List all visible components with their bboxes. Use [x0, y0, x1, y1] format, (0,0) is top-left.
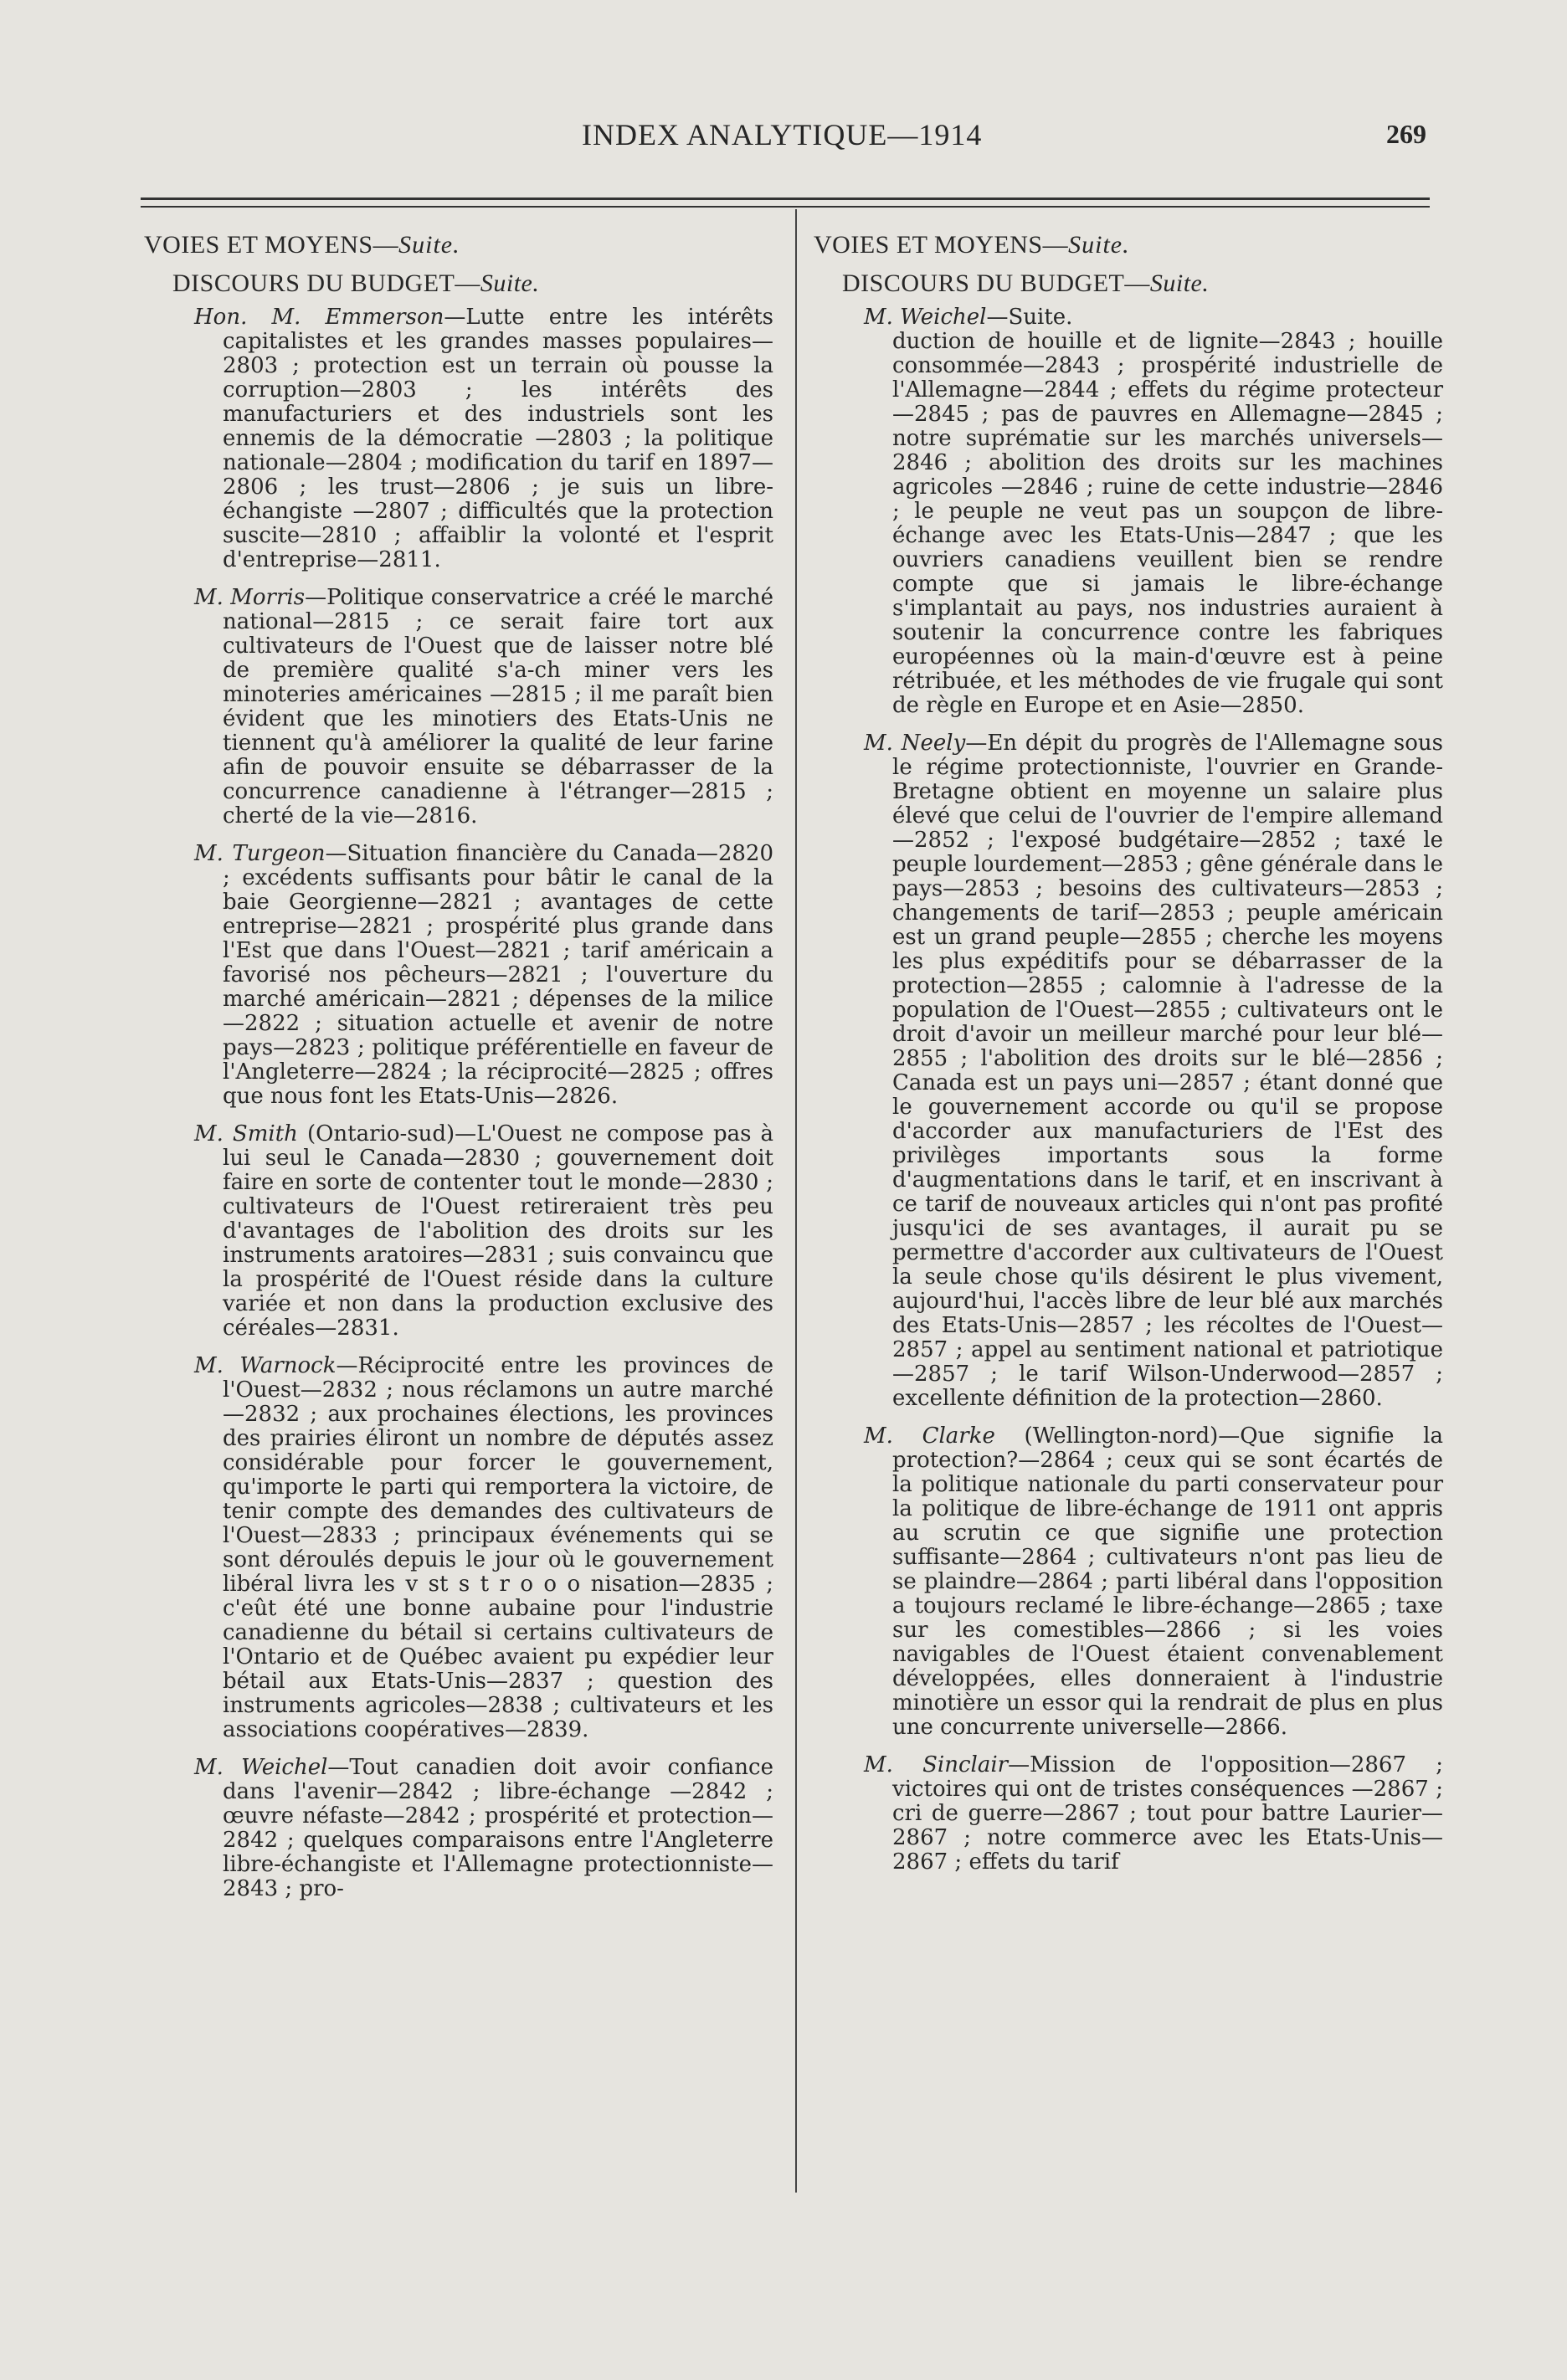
entry-text: (Wellington-nord)—Que signifie la protection?—2864 ; ceux qui se sont écartés de la politique nationale du parti conservateur pour la politique de libre-échange de 1911 ont appris au scrutin ce que signifie une protection suffisante—2864 ; cultivateurs n'ont pas lieu de se plaindre—2864 ; parti libéral dans l'opposition a toujours reclamé le libre-échange—2865 ; taxe sur les comestibles—2866 ; si les voies navigables de l'Ouest étaient convenablement développées, elles donneraient à l'industrie minotière un essor qui la rendrait de plus en plus une concurrente universelle—2866. — [892, 1423, 1443, 1740]
index-entry — [814, 1424, 1443, 1740]
speaker-name: M. Neely — [864, 731, 966, 756]
entry-text: —En dépit du progrès de l'Allemagne sous le régime protectionniste, l'ouvrier en Grande-Bretagne obtient en moyenne un salaire plus élevé que celui de l'ouvrier de l'empire allemand—2852 ; l'exposé budgétaire—2852 ; taxé le peuple lourdement—2853 ; gêne générale dans le pays—2853 ; besoins des cultivateurs—2853 ; changements de tarif—2853 ; peuple américain est un grand peuple—2855 ; cherche les moyens les plus expéditifs pour se débarrasser de la protection—2855 ; calomnie à l'adresse de la population de l'Ouest—2855 ; cultivateurs ont le droit d'avoir un meilleur marché pour leur blé—2855 ; l'abolition des droits sur le blé—2856 ; Canada est un pays uni—2857 ; étant donné que le gouvernement accorde ou qu'il se propose d'accorder aux manufacturiers de l'Est des privilèges importants sous la forme d'augmentations dans le tarif, et en inscrivant à ce tarif de nouveaux articles qui n'ont pas profité jusqu'ici de ses avantages, il aurait pu se permettre d'accorder aux cultivateurs de l'Ouest la seule chose qu'ils désirent le plus vivement, aujourd'hui, l'accès libre de leur blé aux marchés des Etats-Unis—2857 ; les récoltes de l'Ouest—2857 ; appel au sentiment national et patriotique—2857 ; le tarif Wilson-Underwood—2857 ; excellente définition de la protection—2860. — [892, 731, 1444, 1411]
speaker-name: M. Weichel — [194, 1755, 328, 1780]
left-column — [144, 233, 773, 1915]
entry-text: —Tout canadien doit avoir confiance dans l'avenir—2842 ; libre-échange —2842 ; œuvre néfaste—2842 ; prospérité et protection—2842 ; quelques comparaisons entre l'Angleterre libre-échangiste et l'Allemagne protectionniste—2843 ; pro- — [223, 1755, 773, 1901]
index-entry — [144, 586, 773, 828]
header-rule-thin — [141, 206, 1430, 208]
speaker-name: M. Warnock — [194, 1353, 337, 1378]
speaker-name: M. Clarke — [864, 1423, 995, 1449]
section-heading — [144, 233, 773, 257]
index-entry — [144, 842, 773, 1109]
page-number: 269 — [1386, 119, 1426, 149]
speaker-name: M. Sinclair — [864, 1752, 1009, 1777]
index-entry — [144, 1354, 773, 1742]
entry-text: —Réciprocité entre les provinces de l'Ouest—2832 ; nous réclamons un autre marché—2832 ; aux prochaines élections, les provinces des prairies éliront un nombre de députés assez considérable pour forcer le gouvernement, qu'importe le parti qui remportera la victoire, de tenir compte des demandes des cultivateurs de l'Ouest—2833 ; principaux événements qui se sont déroulés depuis le jour où le gouvernement libéral livra les v st s t r o o o nisation—2835 ; c'eût été une bonne aubaine pour l'industrie canadienne du bétail si certains cultivateurs de l'Ontario et de Québec avaient pu expédier leur bétail aux Etats-Unis—2837 ; question des instruments agricoles—2838 ; cultivateurs et les associations coopératives—2839. — [223, 1353, 773, 1742]
section-title: VOIES ET MOYENS— — [144, 231, 399, 259]
page-header — [0, 117, 1567, 159]
index-entry — [814, 1753, 1443, 1875]
speaker-name: M. Morris — [194, 585, 306, 610]
column-divider — [795, 209, 797, 2193]
section-suite: Suite. — [1068, 231, 1130, 259]
entry-text: —Lutte entre les intérêts capitalistes et les grandes masses populaires—2803 ; protection est un terrain où pousse la corruption—2803 ; les intérêts des manufacturiers et des industriels sont les ennemis de la démocratie —2803 ; la politique nationale—2804 ; modification du tarif en 1897—2806 ; les trust—2806 ; je suis un libre-échangiste —2807 ; difficultés que la protection suscite—2810 ; affaiblir la volonté et l'esprit d'entreprise—2811. — [223, 305, 773, 572]
running-title: INDEX ANALYTIQUE—1914 — [582, 118, 983, 151]
index-entry — [814, 731, 1443, 1411]
header-rule — [141, 197, 1430, 200]
subsection-heading — [172, 271, 773, 295]
right-column — [814, 233, 1443, 1888]
entry-text: —Mission de l'opposition—2867 ; victoires qui ont de tristes conséquences —2867 ; cri de guerre—2867 ; tout pour battre Laurier—2867 ; notre commerce avec les Etats-Unis—2867 ; effets du tarif — [892, 1752, 1443, 1875]
speaker-name: M. Weichel — [864, 305, 987, 330]
entry-text: —Politique conservatrice a créé le marché national—2815 ; ce serait faire tort aux cultivateurs de l'Ouest que de laisser notre blé de première qualité s'a-ch miner vers les minoteries américaines —2815 ; il me paraît bien évident que les minotiers des Etats-Unis ne tiennent qu'à améliorer la qualité de leur farine afin de pouvoir ensuite se débarrasser de la concurrence canadienne à l'étranger—2815 ; cherté de la vie—2816. — [223, 585, 773, 828]
section-heading — [814, 233, 1443, 257]
section-title: VOIES ET MOYENS— — [814, 231, 1069, 259]
index-entry — [144, 1122, 773, 1341]
speaker-name: M. Turgeon — [194, 841, 326, 866]
index-entry — [144, 1756, 773, 1901]
entry-text: —Situation financière du Canada—2820 ; excédents suffisants pour bâtir le canal de la baie Georgienne—2821 ; avantages de cette entreprise—2821 ; prospérité plus grande dans l'Est que dans l'Ouest—2821 ; tarif américain a favorisé nos pêcheurs—2821 ; l'ouverture du marché américain—2821 ; dépenses de la milice—2822 ; situation actuelle et avenir de notre pays—2823 ; politique préférentielle en faveur de l'Angleterre—2824 ; la réciprocité—2825 ; offres que nous font les Etats-Unis—2826. — [223, 841, 773, 1109]
speaker-name: M. Smith — [194, 1121, 298, 1146]
subsection-title: DISCOURS DU BUDGET— — [172, 269, 480, 297]
subsection-suite: Suite. — [480, 269, 540, 297]
subsection-heading — [842, 271, 1443, 295]
entry-text: —Suite. duction de houille et de lignite—2843 ; houille consommée—2843 ; prospérité industrielle de l'Allemagne—2844 ; effets du régime protecteur—2845 ; pas de pauvres en Allemagne—2845 ; notre suprématie sur les marchés universels—2846 ; abolition des droits sur les machines agricoles —2846 ; ruine de cette industrie—2846 ; le peuple ne veut pas un soupçon de libre-échange avec les Etats-Unis—2847 ; que les ouvriers canadiens veuillent bien se rendre compte que si jamais le libre-échange s'implantait au pays, nos industries auraient à soutenir la concurrence contre les fabriques européennes où la main-d'œuvre est à peine rétribuée, et les méthodes de vie frugale qui sont de règle en Europe et en Asie—2850. — [892, 305, 1443, 718]
entry-text: (Ontario-sud)—L'Ouest ne compose pas à lui seul le Canada—2830 ; gouvernement doit faire en sorte de contenter tout le monde—2830 ; cultivateurs de l'Ouest retireraient très peu d'avantages de l'abolition des droits sur les instruments aratoires—2831 ; suis convaincu que la prospérité de l'Ouest réside dans la culture variée et non dans la production exclusive des céréales—2831. — [223, 1121, 773, 1341]
index-entry — [814, 305, 1443, 718]
section-suite: Suite. — [398, 231, 460, 259]
subsection-title: DISCOURS DU BUDGET— — [842, 269, 1150, 297]
speaker-name: Hon. M. Emmerson — [194, 305, 444, 330]
index-entry — [144, 305, 773, 572]
subsection-suite: Suite. — [1149, 269, 1210, 297]
